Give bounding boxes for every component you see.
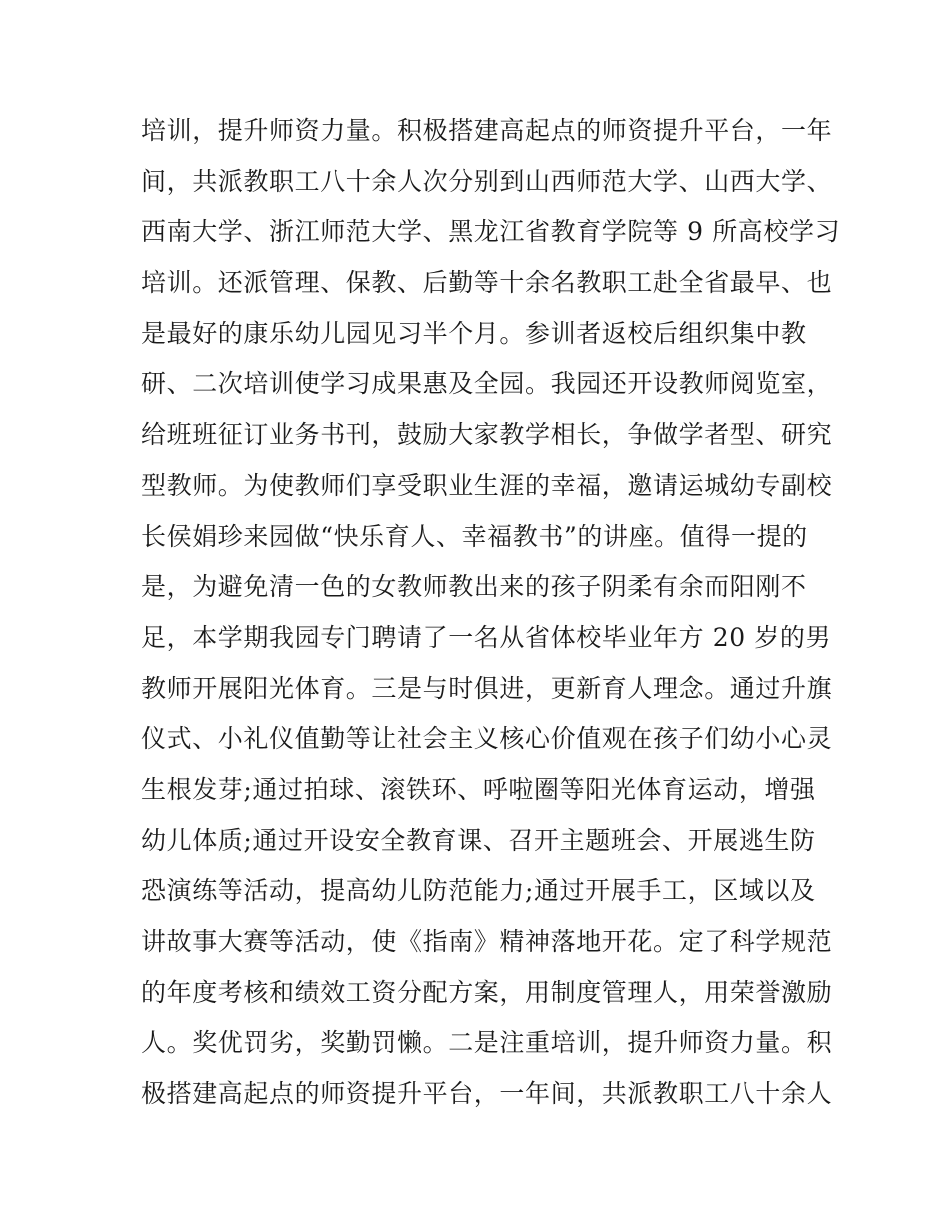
text-line: 恐演练等活动，提高幼儿防范能力;通过开展手工，区域以及 [141, 876, 816, 906]
text-line: 幼儿体质;通过开设安全教育课、召开主题班会、开展逃生防 [141, 825, 816, 855]
text-line: 的年度考核和绩效工资分配方案，用制度管理人，用荣誉激励 [141, 977, 833, 1007]
text-line: 教师开展阳光体育。三是与时俱进，更新育人理念。通过升旗 [141, 673, 833, 703]
text-line: 仪式、小礼仪值勤等让社会主义核心价值观在孩子们幼小心灵 [141, 724, 833, 754]
text-line: 极搭建高起点的师资提升平台，一年间，共派教职工八十余人 [141, 1079, 833, 1109]
text-line: 是，为避免清一色的女教师教出来的孩子阴柔有余而阳刚不 [141, 572, 807, 602]
text-line: 培训，提升师资力量。积极搭建高起点的师资提升平台，一年 [141, 116, 833, 145]
text-line: 型教师。为使教师们享受职业生涯的幸福，邀请运城幼专副校 [141, 470, 833, 500]
text-line: 人。奖优罚劣，奖勤罚懒。二是注重培训，提升师资力量。积 [141, 1028, 833, 1058]
text-line: 讲故事大赛等活动，使《指南》精神落地开花。定了科学规范 [141, 927, 833, 956]
text-line: 研、二次培训使学习成果惠及全园。我园还开设教师阅览室， [141, 369, 833, 399]
body-text [141, 106, 841, 1120]
text-line: 生根发芽;通过拍球、滚铁环、呼啦圈等阳光体育运动，增强 [141, 774, 816, 804]
text-line: 给班班征订业务书刊，鼓励大家教学相长，争做学者型、研究 [141, 420, 833, 450]
text-line: 长侯娟珍来园做“快乐育人、幸福教书”的讲座。值得一提的 [141, 521, 808, 551]
text-line: 间，共派教职工八十余人次分别到山西师范大学、山西大学、 [141, 166, 833, 196]
text-line: 足，本学期我园专门聘请了一名从省体校毕业年方 20 岁的男 [141, 622, 832, 652]
text-line: 培训。还派管理、保教、后勤等十余名教职工赴全省最早、也 [141, 268, 833, 298]
text-line: 西南大学、浙江师范大学、黑龙江省教育学院等 9 所高校学习 [141, 217, 841, 247]
text-line: 是最好的康乐幼儿园见习半个月。参训者返校后组织集中教 [141, 318, 807, 348]
